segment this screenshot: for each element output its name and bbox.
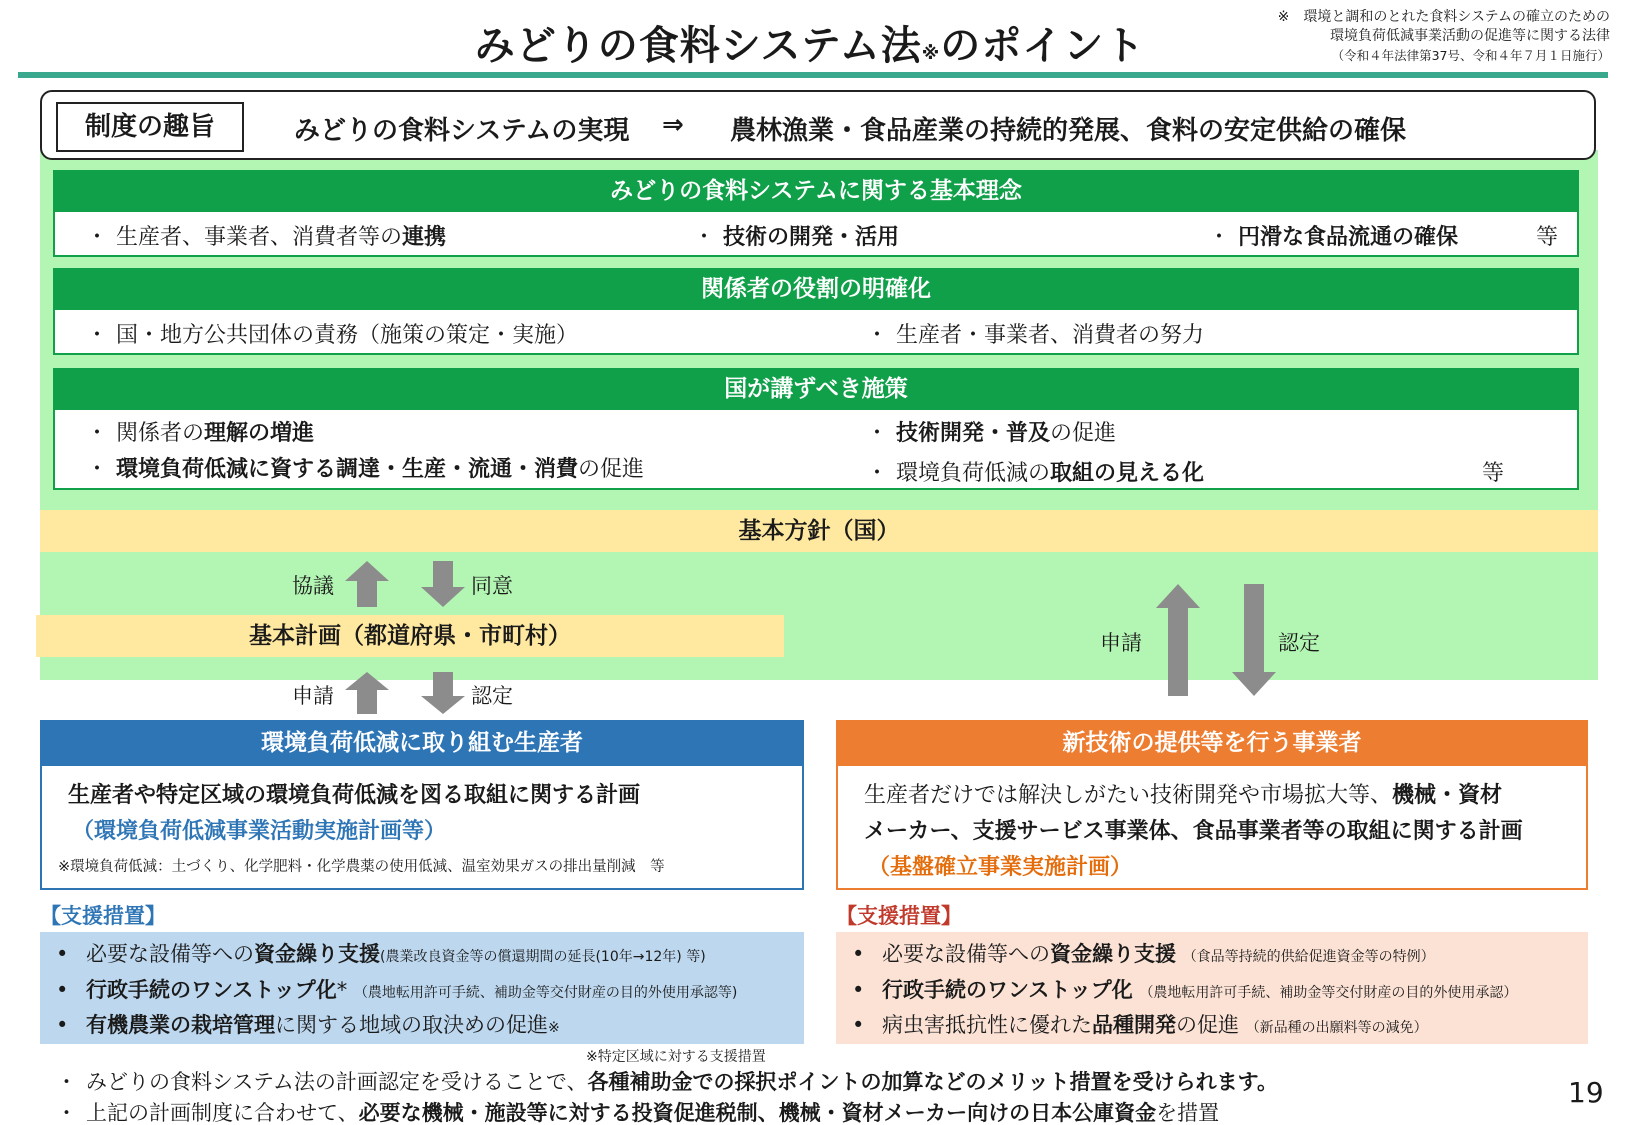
agree-label: 同意 <box>471 574 513 598</box>
purpose-text-2: 農林漁業・食品産業の持続的発展、食料の安定供給の確保 <box>730 116 1407 146</box>
basic-policy-band: 基本方針（国） <box>40 510 1598 552</box>
certify-label-right: 認定 <box>1278 631 1320 655</box>
producers-plan-name: （環境負荷低減事業活動実施計画等） <box>72 819 447 844</box>
apply-label-left: 申請 <box>292 684 334 708</box>
consult-label: 協議 <box>292 574 334 598</box>
measure-etc: 等 <box>1482 461 1505 486</box>
basic-plan-band: 基本計画（都道府県・市町村） <box>36 615 784 657</box>
businesses-plan-name: （基盤確立事業実施計画） <box>868 855 1133 880</box>
measure-item-3: ・ 技術開発・普及の促進 <box>866 421 1117 446</box>
header-divider <box>18 72 1608 78</box>
producers-plan-line: 生産者や特定区域の環境負荷低減を図る取組に関する計画 <box>68 783 641 808</box>
businesses-line-2: メーカー、支援サービス事業体、食品事業者等の取組に関する計画 <box>864 819 1523 844</box>
businesses-support-item-2: • 行政手続のワンストップ化 （農地転用許可手続、補助金等交付財産の目的外使用承認） <box>852 978 1518 1002</box>
down-arrow-icon <box>1232 584 1276 696</box>
up-arrow-icon <box>345 561 389 607</box>
purpose-arrow: ⇒ <box>662 110 684 140</box>
principle-item-3: ・ 円滑な食品流通の確保 <box>1208 225 1459 250</box>
title-main: みどりの食料システム法 <box>474 23 922 69</box>
principle-item-1: ・ 生産者、事業者、消費者等の連携 <box>86 225 447 250</box>
page-title <box>380 14 1240 71</box>
title-tail: のポイント <box>940 23 1146 69</box>
law-note-line3: （令和４年法律第37号、令和４年７月１日施行） <box>1331 48 1610 63</box>
page-number: 19 <box>1568 1076 1604 1109</box>
producers-heading: 環境負荷低減に取り組む生産者 <box>40 720 804 766</box>
up-arrow-icon <box>345 672 389 714</box>
principle-item-2: ・ 技術の開発・活用 <box>693 225 900 250</box>
businesses-heading: 新技術の提供等を行う事業者 <box>836 720 1588 766</box>
footer-line-1: ・ みどりの食料システム法の計画認定を受けることで、各種補助金での採択ポイントの加算などのメリット措置を受けられます。 <box>56 1070 1278 1094</box>
businesses-support-item-3: • 病虫害抵抗性に優れた品種開発の促進 （新品種の出願料等の減免） <box>852 1013 1428 1037</box>
role-item-1: ・ 国・地方公共団体の責務（施策の策定・実施） <box>86 323 579 348</box>
producers-support-item-2: • 行政手続のワンストップ化* （農地転用許可手続、補助金等交付財産の目的外使用承認等) <box>56 978 738 1002</box>
up-arrow-icon <box>1156 584 1200 696</box>
measure-item-4: ・ 環境負荷低減の取組の見える化 <box>866 461 1205 486</box>
businesses-line-1: 生産者だけでは解決しがたい技術開発や市場拡大等、機械・資材 <box>864 783 1503 808</box>
law-note <box>1240 8 1610 65</box>
purpose-text-1: みどりの食料システムの実現 <box>294 116 630 146</box>
down-arrow-icon <box>421 561 465 607</box>
producers-note: ※環境負荷低減：土づくり、化学肥料・化学農薬の使用低減、温室効果ガスの排出量削減 等 <box>58 859 665 875</box>
producers-support-item-1: • 必要な設備等への資金繰り支援(農業改良資金等の償還期間の延長(10年→12年) 等) <box>56 942 706 966</box>
measure-item-1: ・ 関係者の理解の増進 <box>86 421 315 446</box>
apply-label-right: 申請 <box>1100 631 1142 655</box>
principles-heading: みどりの食料システムに関する基本理念 <box>53 170 1579 212</box>
purpose-label: 制度の趣旨 <box>56 102 244 152</box>
law-note-line1: ※ 環境と調和のとれた食料システムの確立のための <box>1277 9 1610 25</box>
roles-heading: 関係者の役割の明確化 <box>53 268 1579 310</box>
law-note-line2: 環境負荷低減事業活動の促進等に関する法律 <box>1330 28 1610 44</box>
producers-support-label: 【支援措置】 <box>40 904 166 928</box>
businesses-support-item-1: • 必要な設備等への資金繰り支援 （食品等持続的供給促進資金等の特例） <box>852 942 1435 966</box>
role-item-2: ・ 生産者・事業者、消費者の努力 <box>866 323 1205 348</box>
measure-item-2: ・ 環境負荷低減に資する調達・生産・流通・消費の促進 <box>86 457 645 482</box>
producers-footnote: ※特定区域に対する支援措置 <box>586 1049 766 1065</box>
principle-etc: 等 <box>1536 225 1559 250</box>
down-arrow-icon <box>421 672 465 714</box>
businesses-support-label: 【支援措置】 <box>836 904 962 928</box>
footer-line-2: ・ 上記の計画制度に合わせて、必要な機械・施設等に対する投資促進税制、機械・資材メーカー向けの日本公庫資金を措置 <box>56 1101 1220 1125</box>
measures-heading: 国が講ずべき施策 <box>53 368 1579 410</box>
title-mark: ※ <box>921 43 941 64</box>
producers-support-item-3: • 有機農業の栽培管理に関する地域の取決めの促進※ <box>56 1013 560 1037</box>
certify-label-left: 認定 <box>471 684 513 708</box>
